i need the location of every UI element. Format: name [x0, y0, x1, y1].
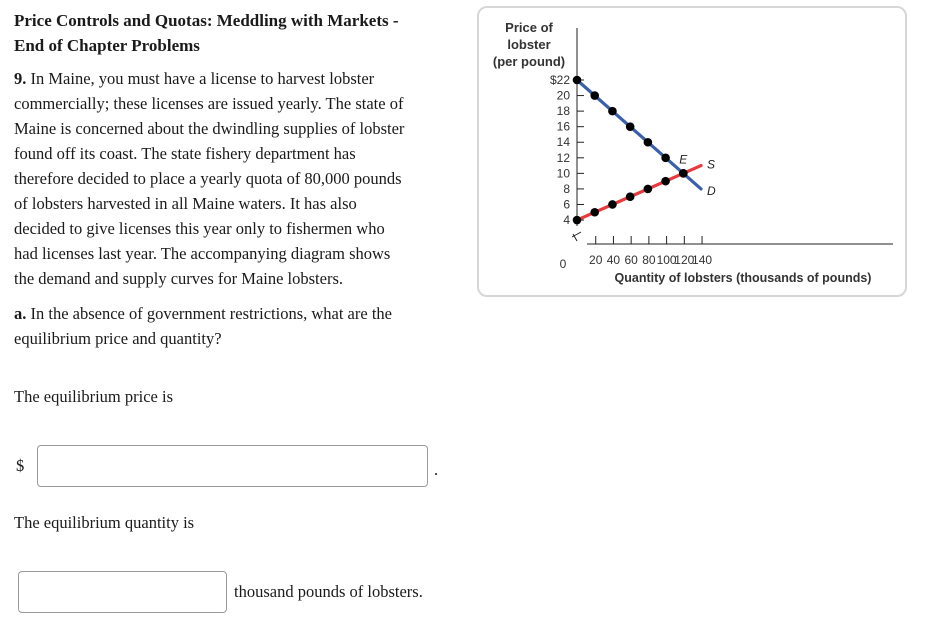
- x-tick-label: 60: [624, 253, 638, 267]
- title-line-2: End of Chapter Problems: [14, 36, 200, 55]
- supply-point: [661, 177, 670, 186]
- part-a-line-2: equilibrium price and quantity?: [14, 329, 222, 348]
- title-line-1: Price Controls and Quotas: Meddling with Markets -: [14, 11, 399, 30]
- part-a-label: a.: [14, 304, 27, 323]
- demand-point: [626, 122, 635, 131]
- y-tick-label: 16: [556, 119, 570, 134]
- problem-line-7: decided to give licenses this year only to fishermen who: [14, 219, 385, 238]
- y-tick-label: 14: [556, 135, 570, 150]
- y-tick-label: 10: [556, 166, 570, 181]
- problem-text-1: In Maine, you must have a license to harvest lobster: [30, 69, 375, 88]
- y-tick-label: 8: [563, 181, 570, 196]
- price-question-label: The equilibrium price is: [14, 387, 173, 406]
- demand-point: [590, 91, 599, 100]
- quantity-question-label: The equilibrium quantity is: [14, 513, 195, 532]
- x-tick-label: 120: [674, 253, 695, 267]
- demand-point: [608, 107, 617, 116]
- supply-point: [626, 192, 635, 201]
- y-tick-label: 6: [563, 197, 570, 212]
- y-axis-title-line: Price of: [505, 20, 553, 35]
- supply-point: [590, 208, 599, 217]
- demand-point: [661, 154, 670, 163]
- demand-start-point: [573, 76, 582, 85]
- supply-demand-chart: [479, 8, 905, 295]
- dollar-sign: $: [16, 456, 25, 475]
- problem-line-6: of lobsters harvested in all Maine waters. It has also: [14, 194, 357, 213]
- x-tick-label: 80: [642, 253, 656, 267]
- problem-line-9: the demand and supply curves for Maine lobsters.: [14, 269, 344, 288]
- y-tick-label: 18: [556, 104, 570, 119]
- problem-line-8: had licenses last year. The accompanying diagram shows: [14, 244, 391, 263]
- problem-number: 9.: [14, 69, 27, 88]
- x-axis-title: Quantity of lobsters (thousands of pounds): [614, 271, 872, 285]
- part-a-question: [14, 301, 454, 351]
- problem-line-3: Maine is concerned about the dwindling supplies of lobster: [14, 119, 405, 138]
- y-tick-label: 12: [556, 150, 570, 165]
- y-tick-label: 20: [556, 88, 570, 103]
- supply-curve-label: S: [707, 157, 716, 172]
- y-axis-break: [572, 232, 581, 241]
- y-axis-title-line: (per pound): [492, 54, 566, 69]
- part-a-line-1: [14, 301, 454, 326]
- price-period: .: [434, 460, 439, 479]
- x-tick-label: 40: [606, 253, 621, 267]
- x-tick-label: 20: [589, 253, 603, 267]
- demand-point: [644, 138, 653, 147]
- problem-set-title: [14, 8, 454, 58]
- y-axis-title-line: lobster: [507, 37, 551, 52]
- supply-point: [644, 185, 653, 194]
- equilibrium-quantity-input[interactable]: [18, 571, 227, 613]
- y-tick-label: $22: [549, 73, 570, 87]
- problem-line-5: therefore decided to place a yearly quota of 80,000 pounds: [14, 169, 402, 188]
- quantity-suffix: thousand pounds of lobsters.: [234, 582, 423, 601]
- demand-curve-label: D: [707, 183, 716, 198]
- problem-line-2: commercially; these licenses are issued yearly. The state of: [14, 94, 404, 113]
- lobster-market-graph: [477, 6, 907, 297]
- equilibrium-price-input[interactable]: [37, 445, 428, 487]
- x-tick-label: 100: [656, 253, 677, 267]
- supply-point: [679, 169, 688, 178]
- problem-line-4: found off its coast. The state fishery department has: [14, 144, 356, 163]
- x-tick-label: 140: [692, 253, 713, 267]
- problem-line-1: [14, 66, 454, 91]
- supply-start-point: [573, 216, 582, 225]
- origin-label: 0: [559, 257, 567, 271]
- y-tick-label: 4: [563, 213, 570, 228]
- supply-point: [608, 200, 617, 209]
- part-a-text-1: In the absence of government restrictions, what are the: [30, 304, 392, 323]
- equilibrium-label: E: [679, 152, 688, 167]
- problem-statement: [14, 66, 454, 291]
